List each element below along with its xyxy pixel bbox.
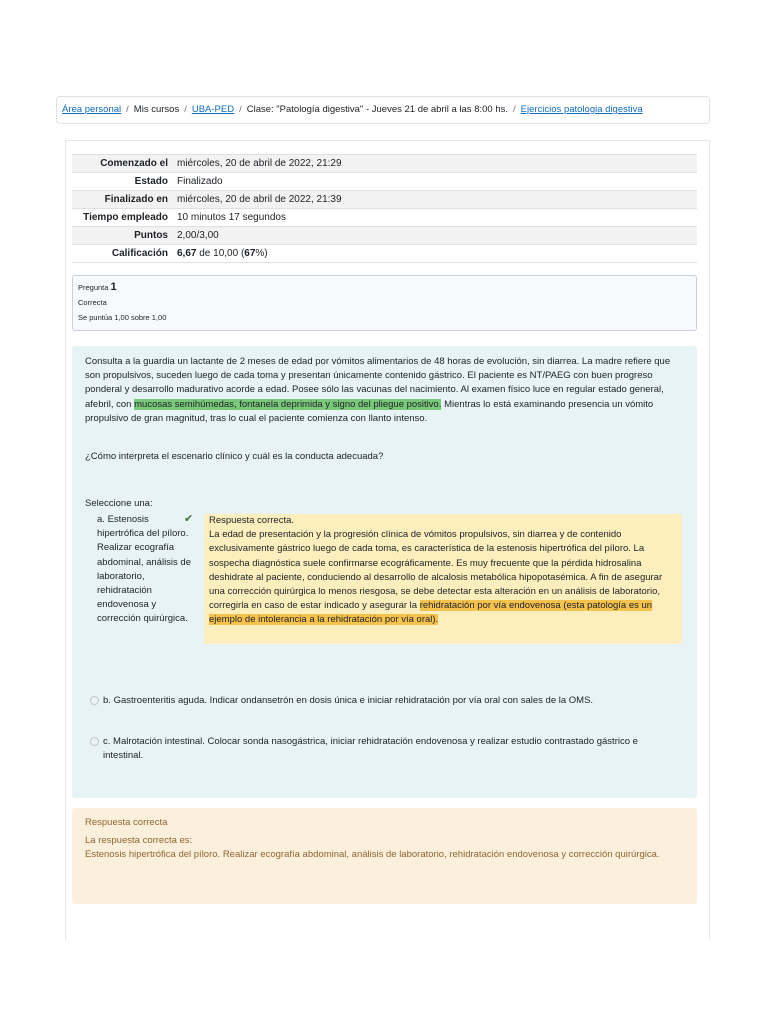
breadcrumb-link-area-personal[interactable]: Área personal <box>62 104 122 115</box>
option-text: Gastroenteritis aguda. Indicar ondansetrón en dosis única e iniciar rehidratación por vía oral con sales de la OMS. <box>113 695 594 706</box>
feedback-title: Respuesta correcta. <box>209 515 295 526</box>
answer-option-b[interactable] <box>90 694 593 708</box>
question-info-box <box>72 275 697 331</box>
question-grade: Se puntúa 1,00 sobre 1,00 <box>78 313 167 322</box>
summary-label: Estado <box>72 173 173 191</box>
question-state: Correcta <box>78 298 107 307</box>
select-one-label: Seleccione una: <box>85 498 153 509</box>
correct-answer-title: Respuesta correcta <box>85 817 168 828</box>
question-content <box>72 346 697 798</box>
summary-row-completed <box>72 191 697 209</box>
option-letter: b. <box>103 695 111 706</box>
summary-grade-value <box>173 245 697 263</box>
feedback-text: La edad de presentación y la progresión clínica de vómitos propulsivos, sin diarrea y de contenido exclusivamente gástrico luego de cada toma, es característica de la estenosis hipertrófica del píloro. La sospecha diagnóstica suele confirmarse ecográficamente. Es muy frecuente que la pérdida hidrosalina deshidrate al paciente, conduciendo al desarrollo de alcalosis metabólica hipopotasémica. A fin de asegurar una corrección quirúrgica lo menos riesgosa, se debe detectar esta alteración en un análisis de laboratorio, corregirla en caso de estar indicado y asegurar la <box>209 529 663 612</box>
grade-mid: de 10,00 ( <box>196 248 245 259</box>
grade-end: %) <box>255 248 268 259</box>
summary-label: Finalizado en <box>72 191 173 209</box>
radio-button[interactable] <box>90 737 99 746</box>
question-text-after: Mientras lo está examinando presencia un vómito propulsivo de gran magnitud, tras lo cual el paciente comienza con llanto intenso. <box>85 398 654 424</box>
summary-value: miércoles, 20 de abril de 2022, 21:39 <box>173 191 697 209</box>
correct-answer-box <box>72 808 697 904</box>
option-letter: c. <box>103 736 111 747</box>
question-text-highlight: mucosas semihúmedas, fontanela deprimida y signo del pliegue positivo. <box>134 398 442 410</box>
check-icon: ✔ <box>184 513 194 525</box>
attempt-summary-table <box>72 154 697 263</box>
feedback-body <box>209 528 677 627</box>
summary-value: 2,00/3,00 <box>173 227 697 245</box>
summary-label: Calificación <box>72 245 173 263</box>
option-text: Malrotación intestinal. Colocar sonda nasogástrica, iniciar rehidratación endovenosa y realizar estudio contrastado gástrico e intestinal. <box>103 736 638 762</box>
summary-row-grade <box>72 245 697 263</box>
correct-answer-text: Estenosis hipertrófica del píloro. Realizar ecografía abdominal, análisis de laboratorio, rehidratación endovenosa y corrección quirúrgica. <box>85 849 660 861</box>
summary-row-time-taken <box>72 209 697 227</box>
breadcrumb <box>56 96 710 124</box>
option-letter: a. <box>97 514 105 525</box>
breadcrumb-separator: / <box>239 104 242 115</box>
summary-label: Comenzado el <box>72 155 173 173</box>
feedback-highlight: rehidratación por vía endovenosa (esta patología es un ejemplo de intolerancia a la rehidratación por vía oral). <box>209 600 653 626</box>
question-label: Pregunta <box>78 283 109 292</box>
radio-button[interactable] <box>90 696 99 705</box>
question-prompt: ¿Cómo interpreta el escenario clínico y cuál es la conducta adecuada? <box>85 451 384 463</box>
specific-feedback <box>204 514 682 644</box>
grade-percent: 67 <box>244 248 256 259</box>
summary-value: 10 minutos 17 segundos <box>173 209 697 227</box>
summary-row-marks <box>72 227 697 245</box>
answer-option-c[interactable] <box>90 735 650 763</box>
breadcrumb-item-mis-cursos: Mis cursos <box>133 104 180 115</box>
option-text: Estenosis hipertrófica del píloro. Realizar ecografía abdominal, análisis de laboratorio, rehidratación endovenosa y corrección quirúrgica. <box>97 514 192 625</box>
breadcrumb-separator: / <box>513 104 516 115</box>
summary-row-started <box>72 155 697 173</box>
summary-row-state <box>72 173 697 191</box>
correct-answer-label: La respuesta correcta es: <box>85 835 193 847</box>
summary-label: Tiempo empleado <box>72 209 173 227</box>
summary-value: Finalizado <box>173 173 697 191</box>
question-number-line <box>78 280 691 295</box>
question-text-before: Consulta a la guardia un lactante de 2 meses de edad por vómitos alimentarios de 48 horas de evolución, sin diarrea. La madre refiere que son propulsivos, suceden luego de cada toma y presentan únicamente contenido gástrico. El paciente es NT/PAEG con buen progreso ponderal y desarrollo madurativo acorde a edad. Posee sólo las vacunas del nacimiento. Al examen físico luce en regular estado general, afebril, con <box>85 356 671 410</box>
answer-option-a[interactable] <box>97 513 192 627</box>
breadcrumb-separator: / <box>184 104 187 115</box>
breadcrumb-item-class: Clase: "Patología digestiva" - Jueves 21 de abril a las 8:00 hs. <box>246 104 509 115</box>
summary-value: miércoles, 20 de abril de 2022, 21:29 <box>173 155 697 173</box>
question-number: 1 <box>110 281 117 293</box>
breadcrumb-link-quiz[interactable]: Ejercicios patologia digestiva <box>520 104 643 115</box>
summary-label: Puntos <box>72 227 173 245</box>
breadcrumb-link-course[interactable]: UBA-PED <box>191 104 235 115</box>
breadcrumb-separator: / <box>126 104 129 115</box>
grade-score: 6,67 <box>177 248 197 259</box>
question-text <box>85 355 684 426</box>
option-text-wrapper <box>103 735 643 763</box>
